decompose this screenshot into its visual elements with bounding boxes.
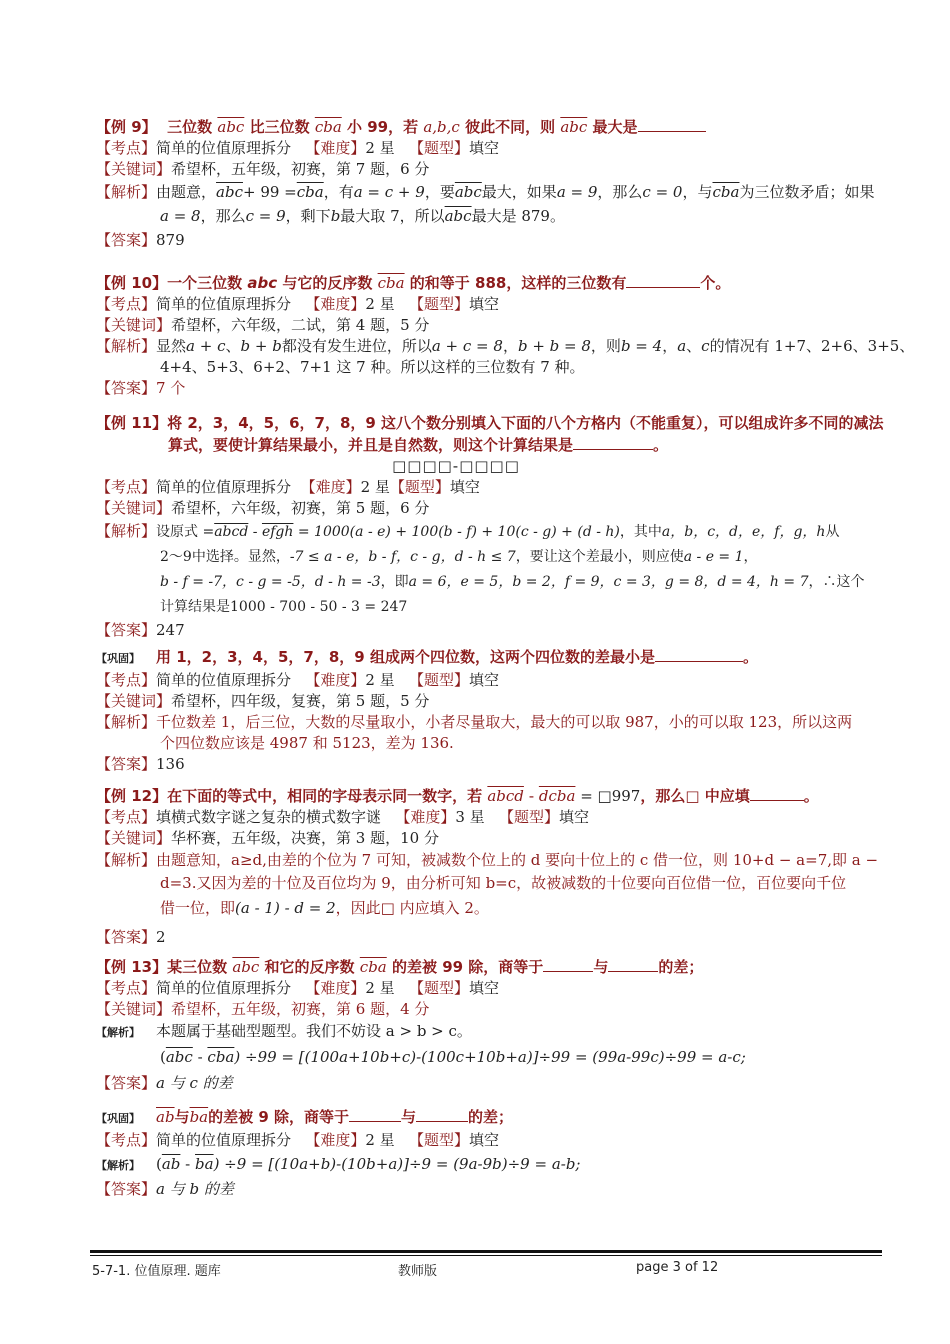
q-text: 。 xyxy=(742,648,758,666)
answer-blank[interactable] xyxy=(655,647,743,662)
text: 、 xyxy=(686,337,702,355)
math: ) ÷99 = [(100a+10b+c)-(100c+10b+a)]÷99 = (99a-99c)÷99 = a-c; xyxy=(234,1048,746,1066)
footer-page-number: page 3 of 12 xyxy=(636,1260,719,1275)
q-text: 将 2，3，4，5，6，7，8，9 这八个数分别填入下面的八个方格内（不能重复），可以组成许多不同的减法 xyxy=(167,414,884,432)
keywords-row xyxy=(96,828,886,849)
label: 【答案】 xyxy=(96,928,157,946)
value: 填空 xyxy=(469,139,500,157)
example-10-question xyxy=(96,272,886,294)
value: 填空 xyxy=(469,295,500,313)
text: - xyxy=(248,524,262,540)
overline-number: abcd xyxy=(214,524,249,540)
q-text: - xyxy=(523,787,539,805)
overline-number: efgh xyxy=(261,524,294,540)
example-11-question-cont xyxy=(96,434,886,456)
value: 简单的位值原理拆分 xyxy=(156,295,292,313)
label: 【关键词】 xyxy=(96,160,172,178)
example-13-heading: 【例 13】 xyxy=(96,958,168,976)
answer-row xyxy=(96,927,886,948)
value: 填空 xyxy=(559,808,590,826)
keywords-row xyxy=(96,999,886,1020)
text: ( xyxy=(160,1048,166,1066)
overline-number: $\overline{cba}$ xyxy=(314,118,342,136)
analysis-row xyxy=(96,872,886,895)
answer-value: 7 个 xyxy=(156,379,186,397)
math: a + c = 8 xyxy=(431,337,503,355)
text: ， xyxy=(502,337,518,355)
label: 【题型】 xyxy=(408,1131,469,1149)
answer-row xyxy=(96,1179,886,1200)
label: 【考点】 xyxy=(96,979,157,997)
value: 2 星 xyxy=(365,139,395,157)
label: 【题型】 xyxy=(498,808,559,826)
overline-number: $\overline{ba}$ xyxy=(195,1155,214,1173)
value: 希望杯，四年级，复赛，第 5 题，5 分 xyxy=(171,692,430,710)
q-text: 的差； xyxy=(468,1108,514,1126)
text: ，那么 xyxy=(597,183,643,201)
q-text: 与 xyxy=(401,1108,417,1126)
example-12-heading: 【例 12】 xyxy=(96,787,168,805)
kaodian-row xyxy=(96,807,886,828)
label: 【难度】 xyxy=(305,295,366,313)
label: 【关键词】 xyxy=(96,829,172,847)
label: 【答案】 xyxy=(96,621,157,639)
math: (a - 1) - d = 2 xyxy=(235,899,336,917)
text: 都没有发生进位，所以 xyxy=(281,337,432,355)
text: ，有 xyxy=(323,183,354,201)
label: 【难度】 xyxy=(305,979,366,997)
text: 最大是 879。 xyxy=(471,207,565,225)
boxes-expression: □□□□-□□□□ xyxy=(392,457,520,475)
overline-number: dcba xyxy=(538,787,576,805)
analysis-row xyxy=(96,545,886,570)
q-text: 在下面的等式中，相同的字母表示同一数字，若 xyxy=(167,787,483,805)
answer-value: 136 xyxy=(156,755,185,773)
overline-number: $\overline{abc}$ xyxy=(560,118,588,136)
q-text: 和它的反序数 xyxy=(264,958,355,976)
text: 千位数差 1，后三位，大数的尽量取小，小者尽量取大，最大的可以取 987，小的可以取 123，所以这两 xyxy=(156,713,853,731)
label: 【题型】 xyxy=(408,295,469,313)
footer-center: 教师版 xyxy=(398,1264,438,1279)
label: 【题型】 xyxy=(408,671,469,689)
q-text: 个。 xyxy=(700,274,731,292)
text: 中选择。显然， xyxy=(191,549,290,565)
label: 【解析】 xyxy=(96,522,157,540)
text: 为三位数矛盾；如果 xyxy=(739,183,875,201)
text: ，其中 xyxy=(619,524,662,540)
math: 2～9 xyxy=(160,549,192,565)
label: 【题型】 xyxy=(408,979,469,997)
value: 2 星 xyxy=(365,979,395,997)
value: 填空 xyxy=(469,979,500,997)
text: ，那么 xyxy=(200,207,246,225)
analysis-row xyxy=(96,895,886,921)
math: b = 4 xyxy=(620,337,663,355)
text: + 99 = xyxy=(242,183,297,201)
variables: a,b,c xyxy=(423,118,460,136)
answer-value: 2 xyxy=(156,928,166,946)
overline-number: $\overline{abc}$ xyxy=(454,183,482,201)
keywords-row xyxy=(96,159,886,180)
value: 填空 xyxy=(449,478,480,496)
text: ，与 xyxy=(682,183,713,201)
overline-number: $\overline{cba}$ xyxy=(296,183,324,201)
q-text: 某三位数 xyxy=(167,958,228,976)
label: 【关键词】 xyxy=(96,499,172,517)
math: a xyxy=(677,337,687,355)
consolidation-tag: 【巩固】 xyxy=(96,652,140,665)
answer-blank[interactable] xyxy=(750,786,804,801)
math: = 1000(a - e) + 100(b - f) + 10(c - g) + (d - h) xyxy=(293,524,620,540)
value: 简单的位值原理拆分 xyxy=(156,139,292,157)
overline-number: $\overline{cba}$ xyxy=(359,958,387,976)
label: 【关键词】 xyxy=(96,316,172,334)
text: 4+4、5+3、6+2、7+1 这 7 种。所以这样的三位数有 7 种。 xyxy=(160,358,585,376)
label: 【难度】 xyxy=(305,1131,366,1149)
text: 个四位数应该是 4987 和 5123，差为 136. xyxy=(160,734,454,752)
example-12-question xyxy=(96,785,886,807)
q-text: 算式，要使计算结果最小，并且是自然数，则这个计算结果是 xyxy=(168,436,574,454)
q-text: 。 xyxy=(803,787,819,805)
label: 【解析】 xyxy=(96,1026,140,1039)
math: b xyxy=(330,207,341,225)
kaodian-row xyxy=(96,978,886,999)
analysis-row xyxy=(96,733,886,754)
math: b + b xyxy=(240,337,282,355)
label: 【答案】 xyxy=(96,379,157,397)
label: 【难度】 xyxy=(305,671,366,689)
overline-number: $\overline{ba}$ xyxy=(189,1108,209,1126)
value: 2 星 xyxy=(365,1131,395,1149)
q-text: 与它的反序数 xyxy=(282,274,373,292)
example-11-question xyxy=(96,412,886,434)
analysis-row xyxy=(96,1151,886,1179)
answer-row xyxy=(96,620,886,641)
answer-value: 247 xyxy=(156,621,185,639)
math: -7 ≤ a - e，b - f，c - g，d - h ≤ 7 xyxy=(289,549,516,565)
label: 【考点】 xyxy=(96,139,157,157)
label: 【答案】 xyxy=(96,1180,157,1198)
label: 【解析】 xyxy=(96,713,157,731)
value: 3 星 xyxy=(455,808,485,826)
math: c = 9 xyxy=(245,207,286,225)
text: ，要 xyxy=(424,183,455,201)
answer-row xyxy=(96,230,886,251)
math: c xyxy=(701,337,710,355)
kaodian-row xyxy=(96,670,886,691)
answer-blank-1[interactable] xyxy=(543,957,593,972)
label: 【题型】 xyxy=(408,139,469,157)
text: 由题意知，a≥d,由差的个位为 7 可知，被减数个位上的 d 要向十位上的 c 借一位，则 10+d − a=7,即 a − xyxy=(156,851,879,869)
kaodian-row xyxy=(96,477,886,498)
keywords-row xyxy=(96,315,886,336)
value: 希望杯，六年级，初赛，第 5 题，6 分 xyxy=(171,499,430,517)
math: b + b = 8 xyxy=(517,337,591,355)
text: 最大取 7，所以 xyxy=(340,207,445,225)
text: 显然 xyxy=(156,337,187,355)
value: 简单的位值原理拆分 xyxy=(156,1131,292,1149)
value: 希望杯，五年级，初赛，第 7 题，6 分 xyxy=(171,160,430,178)
label: 【题型】 xyxy=(389,478,450,496)
value: 希望杯，六年级，二试，第 4 题，5 分 xyxy=(171,316,430,334)
consolidation-2-question xyxy=(96,1106,886,1130)
analysis-row xyxy=(96,849,886,872)
value: 填空 xyxy=(469,1131,500,1149)
example-10-heading: 【例 10】 xyxy=(96,274,168,292)
analysis-row xyxy=(96,570,886,595)
example-10 xyxy=(96,272,915,399)
analysis-row xyxy=(96,1020,886,1044)
answer-value: 879 xyxy=(156,231,185,249)
analysis-row xyxy=(96,204,886,228)
q-text: 。 xyxy=(653,436,669,454)
answer-blank[interactable] xyxy=(573,435,653,450)
label: 【关键词】 xyxy=(96,1000,172,1018)
q-text: 彼此不同，则 xyxy=(465,118,556,136)
q-text: 与 xyxy=(593,958,609,976)
text: d=3.又因为差的十位及百位均为 9，由分析可知 b=c，故被减数的十位要向百位借一位，百位要向千位 xyxy=(160,874,847,892)
consolidation-1-question xyxy=(96,646,886,670)
math: a - e = 1 xyxy=(683,549,744,565)
value: 2 星 xyxy=(365,671,395,689)
value: 简单的位值原理拆分 xyxy=(156,979,292,997)
answer-row xyxy=(96,1070,886,1096)
example-9 xyxy=(96,116,886,251)
analysis-row xyxy=(96,336,915,357)
math: a = 9 xyxy=(556,183,598,201)
example-11 xyxy=(96,412,886,641)
text: 由题意， xyxy=(156,183,217,201)
example-9-question xyxy=(96,116,886,138)
answer-blank[interactable] xyxy=(626,273,700,288)
text: 最大，如果 xyxy=(481,183,557,201)
overline-number: abcd xyxy=(487,787,524,805)
q-text: 用 1，2，3，4，5，7，8，9 组成两个四位数，这两个四位数的差最小是 xyxy=(156,648,655,666)
value: 希望杯，五年级，初赛，第 6 题，4 分 xyxy=(171,1000,430,1018)
overline-number: $\overline{abc}$ xyxy=(217,118,245,136)
text: ， xyxy=(743,549,758,565)
math: a + c xyxy=(186,337,226,355)
overline-number: $\overline{ab}$ xyxy=(156,1108,175,1126)
value: 填空 xyxy=(469,671,500,689)
answer-row xyxy=(96,378,886,399)
answer-row xyxy=(96,754,886,775)
q-text: 的差被 9 除，商等于 xyxy=(208,1108,349,1126)
digit-boxes xyxy=(96,456,816,477)
label: 【难度】 xyxy=(300,478,361,496)
overline-number: $\overline{abc}$ xyxy=(444,207,472,225)
consolidation-1 xyxy=(96,646,886,775)
kaodian-row xyxy=(96,138,886,159)
overline-number: $\overline{cba}$ xyxy=(712,183,740,201)
text: 从 xyxy=(825,524,840,540)
footer-left: 5-7-1. 位值原理. 题库 xyxy=(92,1264,221,1279)
consolidation-tag: 【巩固】 xyxy=(96,1112,140,1125)
math: c = 0 xyxy=(642,183,683,201)
text: ( xyxy=(156,1155,162,1173)
label: 【难度】 xyxy=(395,808,456,826)
q-text: 的差被 99 除，商等于 xyxy=(391,958,544,976)
text: ， xyxy=(662,337,678,355)
overline-number: $\overline{cba}$ xyxy=(207,1048,235,1066)
label: 【考点】 xyxy=(96,1131,157,1149)
q-text: 与 xyxy=(174,1108,190,1126)
answer-value: a 与 b 的差 xyxy=(156,1180,234,1198)
footer-rule-thick xyxy=(90,1250,882,1253)
label: 【考点】 xyxy=(96,808,157,826)
label: 【关键词】 xyxy=(96,692,172,710)
value: 2 星 xyxy=(365,295,395,313)
kaodian-row xyxy=(96,1130,886,1151)
math: 1000 - 700 - 50 - 3 = 247 xyxy=(230,599,408,615)
q-text: 比三位数 xyxy=(249,118,310,136)
analysis-row xyxy=(96,180,886,204)
analysis-row xyxy=(96,1044,886,1070)
text: 本题属于基础型题型。我们不妨设 a > b > c。 xyxy=(156,1022,472,1040)
math: a = 6，e = 5，b = 2，f = 9，c = 3，g = 8，d = 4，h = 7 xyxy=(408,574,809,590)
overline-number: $\overline{ab}$ xyxy=(161,1155,181,1173)
math: b - f = -7，c - g = -5，d - h = -3 xyxy=(160,574,381,590)
answer-blank-2[interactable] xyxy=(416,1107,468,1122)
value: 华杯赛，五年级，决赛，第 3 题，10 分 xyxy=(171,829,439,847)
q-text: 三位数 xyxy=(167,118,213,136)
q-text: 最大是 xyxy=(592,118,638,136)
label: 【解析】 xyxy=(96,851,157,869)
text: - xyxy=(180,1155,196,1173)
analysis-row xyxy=(96,712,886,733)
label: 【解析】 xyxy=(96,337,157,355)
text: ，剩下 xyxy=(285,207,331,225)
example-11-heading: 【例 11】 xyxy=(96,414,168,432)
text: ，因此□ 内应填入 2。 xyxy=(335,899,489,917)
math: a，b，c，d，e，f，g，h xyxy=(661,524,826,540)
text: - xyxy=(192,1048,208,1066)
value: 简单的位值原理拆分 xyxy=(156,478,292,496)
keywords-row xyxy=(96,498,886,519)
q-text: = □997 xyxy=(575,787,641,805)
text: ，即 xyxy=(380,574,409,590)
value: 2 星 xyxy=(360,478,390,496)
example-9-heading: 【例 9】 xyxy=(96,118,157,136)
q-text: 小 99，若 xyxy=(347,118,419,136)
label: 【解析】 xyxy=(96,183,157,201)
label: 【难度】 xyxy=(305,139,366,157)
overline-number: $\overline{cba}$ xyxy=(377,274,405,292)
keywords-row xyxy=(96,691,886,712)
text: ，∴这个 xyxy=(808,574,865,590)
value: 简单的位值原理拆分 xyxy=(156,671,292,689)
math: a = 8 xyxy=(160,207,201,225)
label: 【答案】 xyxy=(96,1074,157,1092)
analysis-row xyxy=(96,357,886,378)
text: 借一位，即 xyxy=(160,899,236,917)
q-text: 一个三位数 xyxy=(167,274,243,292)
example-13-question xyxy=(96,956,886,978)
footer-rule-thin xyxy=(90,1255,882,1256)
consolidation-2 xyxy=(96,1106,886,1200)
text: ，则 xyxy=(590,337,621,355)
kaodian-row xyxy=(96,294,886,315)
label: 【考点】 xyxy=(96,478,157,496)
overline-number: $\overline{abc}$ xyxy=(216,183,243,201)
overline-number: $\overline{abc}$ xyxy=(165,1048,193,1066)
text: 、 xyxy=(225,337,241,355)
text: ，要让这个差最小，则应使 xyxy=(515,549,684,565)
analysis-row xyxy=(96,595,886,620)
text: 的情况有 1+7、2+6、3+5、 xyxy=(709,337,915,355)
label: 【考点】 xyxy=(96,671,157,689)
example-12 xyxy=(96,785,886,948)
answer-blank[interactable] xyxy=(638,117,706,132)
q-text: 的和等于 888，这样的三位数有 xyxy=(409,274,627,292)
overline-number: $\overline{abc}$ xyxy=(232,958,260,976)
example-13 xyxy=(96,956,886,1096)
q-text: 的差； xyxy=(658,958,704,976)
math: a = c + 9 xyxy=(353,183,425,201)
math: ) ÷9 = [(10a+b)-(10b+a)]÷9 = (9a-9b)÷9 = a-b; xyxy=(213,1155,581,1173)
variables: abc xyxy=(247,274,278,292)
text: 设原式 = xyxy=(156,524,215,540)
answer-blank-1[interactable] xyxy=(349,1107,401,1122)
value: 填横式数字谜之复杂的横式数字谜 xyxy=(156,808,382,826)
q-text: ，那么□ 中应填 xyxy=(640,787,750,805)
label: 【解析】 xyxy=(96,1159,140,1172)
answer-value: a 与 c 的差 xyxy=(156,1074,233,1092)
text: 计算结果是 xyxy=(160,599,230,615)
analysis-row xyxy=(96,519,886,545)
label: 【答案】 xyxy=(96,231,157,249)
answer-blank-2[interactable] xyxy=(608,957,658,972)
label: 【考点】 xyxy=(96,295,157,313)
label: 【答案】 xyxy=(96,755,157,773)
